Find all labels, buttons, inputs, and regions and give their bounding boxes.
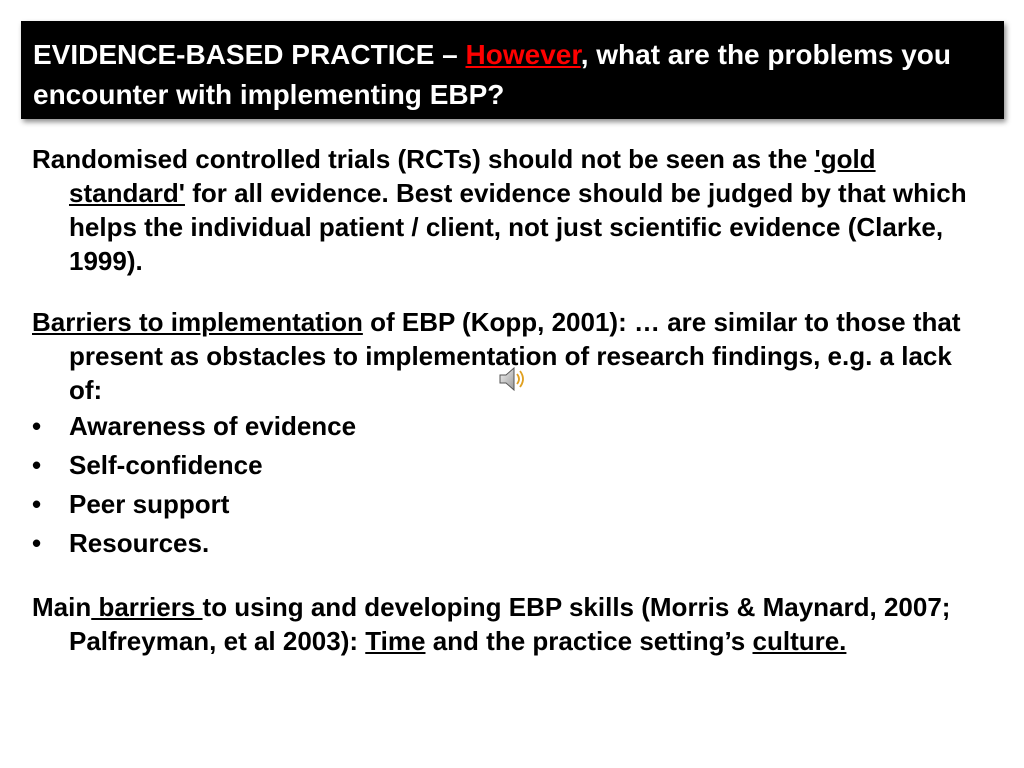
barriers-heading-text: Barriers to implementation [32, 307, 363, 337]
speaker-icon[interactable] [496, 363, 528, 395]
title-prefix: EVIDENCE-BASED PRACTICE – [33, 39, 466, 70]
main-barriers-text-mid: to using and developing EBP skills (Morris & Maynard, 2007; Palfreyman, et al 2003): [69, 592, 951, 656]
culture-underlined-text: culture. [752, 626, 847, 656]
barriers-underlined-text: barriers [91, 592, 203, 622]
list-item [32, 524, 992, 563]
gold-standard-text: 'gold standard' [69, 144, 876, 208]
bullet-glyph: • [32, 411, 42, 441]
time-underlined-text: Time [365, 626, 426, 656]
paragraph-rcts-text: Randomised controlled trials (RCTs) should not be seen as the [32, 144, 815, 174]
list-item-text: Self-confidence [69, 450, 263, 480]
list-item-text: Resources. [69, 528, 210, 558]
list-item-text: Awareness of evidence [69, 411, 357, 441]
paragraph-barriers-text: of EBP (Kopp, 2001): … are similar to those that present as obstacles to implementation of research findings, e.g. a lack of: [69, 307, 961, 405]
bullet-glyph: • [32, 450, 42, 480]
list-item-text: Peer support [69, 489, 230, 519]
slide-body [32, 142, 992, 658]
bullet-glyph: • [32, 489, 42, 519]
title-accent: However [465, 39, 581, 70]
paragraph-rcts-text-end: for all evidence. Best evidence should be judged by that which helps the individual patient / client, not just scientific evidence (Clarke, 1999). [69, 178, 967, 276]
title-suffix: , what are the problems you encounter with implementing EBP? [33, 39, 951, 110]
paragraph-main-barriers [32, 590, 992, 658]
paragraph-rcts [32, 142, 992, 278]
list-item [32, 485, 992, 524]
main-barriers-text: Main [32, 592, 92, 622]
list-item [32, 407, 992, 446]
main-barriers-text-mid2: and the practice setting’s [425, 626, 753, 656]
slide-title [21, 21, 1004, 119]
bullet-glyph: • [32, 528, 42, 558]
list-item [32, 446, 992, 485]
barriers-list [32, 407, 992, 563]
